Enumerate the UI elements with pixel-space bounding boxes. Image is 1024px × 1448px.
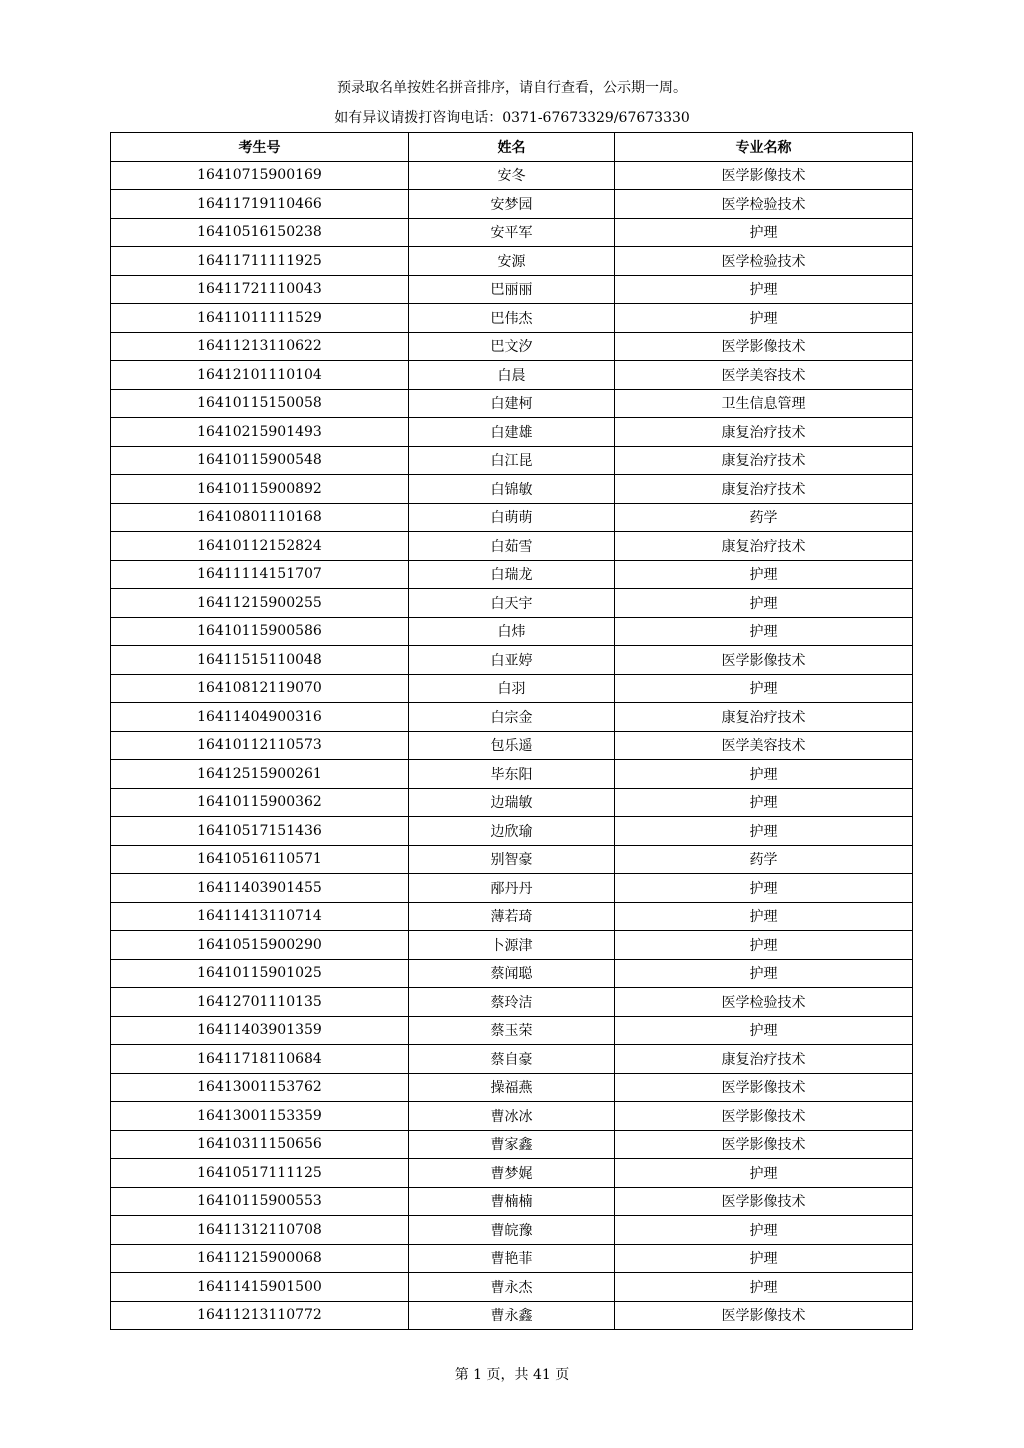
table-row <box>111 1273 913 1302</box>
header-major: 专业名称 <box>615 133 913 162</box>
cell-name: 白建柯 <box>409 389 615 418</box>
cell-name: 白江昆 <box>409 446 615 475</box>
notice-line-1: 预录取名单按姓名拼音排序，请自行查看，公示期一周。 <box>337 80 687 96</box>
cell-exam-number: 16411213110772 <box>111 1301 409 1330</box>
table-row <box>111 190 913 219</box>
cell-exam-number: 16411404900316 <box>111 703 409 732</box>
table-row <box>111 532 913 561</box>
cell-name: 蔡玲洁 <box>409 988 615 1017</box>
cell-major: 康复治疗技术 <box>615 475 913 504</box>
cell-name: 曹家鑫 <box>409 1130 615 1159</box>
admission-table <box>110 132 913 1330</box>
cell-major: 医学检验技术 <box>615 247 913 276</box>
table-row <box>111 1187 913 1216</box>
cell-major: 护理 <box>615 760 913 789</box>
table-row <box>111 902 913 931</box>
cell-name: 安梦园 <box>409 190 615 219</box>
cell-major: 康复治疗技术 <box>615 532 913 561</box>
cell-major: 护理 <box>615 1016 913 1045</box>
cell-major: 护理 <box>615 817 913 846</box>
table-body <box>111 161 913 1330</box>
table-row <box>111 788 913 817</box>
table-row <box>111 503 913 532</box>
cell-exam-number: 16410715900169 <box>111 161 409 190</box>
cell-name: 别智豪 <box>409 845 615 874</box>
cell-name: 包乐遥 <box>409 731 615 760</box>
cell-major: 医学影像技术 <box>615 1073 913 1102</box>
cell-exam-number: 16410516150238 <box>111 218 409 247</box>
cell-major: 医学影像技术 <box>615 161 913 190</box>
cell-exam-number: 16410311150656 <box>111 1130 409 1159</box>
cell-name: 白茹雪 <box>409 532 615 561</box>
cell-name: 边欣瑜 <box>409 817 615 846</box>
cell-major: 医学影像技术 <box>615 1102 913 1131</box>
cell-major: 医学影像技术 <box>615 332 913 361</box>
cell-major: 医学检验技术 <box>615 988 913 1017</box>
cell-major: 护理 <box>615 218 913 247</box>
cell-major: 医学影像技术 <box>615 646 913 675</box>
cell-name: 白晨 <box>409 361 615 390</box>
cell-name: 白亚婷 <box>409 646 615 675</box>
cell-name: 白天宇 <box>409 589 615 618</box>
table-header-row <box>111 133 913 162</box>
cell-name: 曹梦娓 <box>409 1159 615 1188</box>
header-exam-number: 考生号 <box>111 133 409 162</box>
cell-exam-number: 16410517151436 <box>111 817 409 846</box>
table-row <box>111 874 913 903</box>
table-row <box>111 931 913 960</box>
cell-exam-number: 16410515900290 <box>111 931 409 960</box>
cell-major: 护理 <box>615 931 913 960</box>
page-footer: 第 1 页，共 41 页 <box>454 1367 570 1383</box>
table-row <box>111 1159 913 1188</box>
cell-exam-number: 16411114151707 <box>111 560 409 589</box>
table-row <box>111 1045 913 1074</box>
cell-major: 护理 <box>615 674 913 703</box>
cell-name: 曹永鑫 <box>409 1301 615 1330</box>
cell-name: 巴伟杰 <box>409 304 615 333</box>
cell-name: 曹艳菲 <box>409 1244 615 1273</box>
cell-exam-number: 16411719110466 <box>111 190 409 219</box>
cell-name: 蔡玉荣 <box>409 1016 615 1045</box>
cell-exam-number: 16410112110573 <box>111 731 409 760</box>
cell-major: 护理 <box>615 589 913 618</box>
cell-major: 医学美容技术 <box>615 731 913 760</box>
cell-exam-number: 16410516110571 <box>111 845 409 874</box>
cell-major: 卫生信息管理 <box>615 389 913 418</box>
table-row <box>111 674 913 703</box>
table-row <box>111 161 913 190</box>
table-row <box>111 988 913 1017</box>
cell-exam-number: 16411721110043 <box>111 275 409 304</box>
cell-exam-number: 16410215901493 <box>111 418 409 447</box>
cell-name: 边瑞敏 <box>409 788 615 817</box>
cell-exam-number: 16411415901500 <box>111 1273 409 1302</box>
cell-name: 白炜 <box>409 617 615 646</box>
cell-major: 医学美容技术 <box>615 361 913 390</box>
table-row <box>111 589 913 618</box>
notice-line-2: 如有异议请拨打咨询电话：0371-67673329/67673330 <box>334 110 690 126</box>
cell-major: 护理 <box>615 1244 913 1273</box>
cell-name: 曹楠楠 <box>409 1187 615 1216</box>
cell-exam-number: 16410801110168 <box>111 503 409 532</box>
cell-exam-number: 16411718110684 <box>111 1045 409 1074</box>
cell-name: 安源 <box>409 247 615 276</box>
cell-exam-number: 16411403901359 <box>111 1016 409 1045</box>
cell-major: 护理 <box>615 959 913 988</box>
cell-major: 药学 <box>615 503 913 532</box>
table-row <box>111 845 913 874</box>
header-name: 姓名 <box>409 133 615 162</box>
cell-exam-number: 16410115900553 <box>111 1187 409 1216</box>
cell-exam-number: 16411215900255 <box>111 589 409 618</box>
table-row <box>111 703 913 732</box>
cell-major: 护理 <box>615 617 913 646</box>
table-row <box>111 418 913 447</box>
cell-exam-number: 16412515900261 <box>111 760 409 789</box>
cell-name: 蔡闻聪 <box>409 959 615 988</box>
table-row <box>111 332 913 361</box>
table-row <box>111 1102 913 1131</box>
cell-major: 医学检验技术 <box>615 190 913 219</box>
cell-name: 安平军 <box>409 218 615 247</box>
cell-name: 曹皖豫 <box>409 1216 615 1245</box>
cell-name: 卜源津 <box>409 931 615 960</box>
cell-name: 蔡自豪 <box>409 1045 615 1074</box>
cell-major: 护理 <box>615 304 913 333</box>
table-row <box>111 1301 913 1330</box>
table-row <box>111 475 913 504</box>
cell-name: 白锦敏 <box>409 475 615 504</box>
cell-exam-number: 16411213110622 <box>111 332 409 361</box>
cell-exam-number: 16410115900586 <box>111 617 409 646</box>
cell-name: 薄若琦 <box>409 902 615 931</box>
cell-exam-number: 16411011111529 <box>111 304 409 333</box>
cell-exam-number: 16410115150058 <box>111 389 409 418</box>
cell-exam-number: 16411413110714 <box>111 902 409 931</box>
cell-name: 白建雄 <box>409 418 615 447</box>
cell-name: 毕东阳 <box>409 760 615 789</box>
table-row <box>111 1130 913 1159</box>
cell-major: 康复治疗技术 <box>615 418 913 447</box>
cell-exam-number: 16412101110104 <box>111 361 409 390</box>
cell-exam-number: 16410115901025 <box>111 959 409 988</box>
cell-name: 安冬 <box>409 161 615 190</box>
cell-name: 白瑞龙 <box>409 560 615 589</box>
table-row <box>111 646 913 675</box>
table-row <box>111 760 913 789</box>
cell-major: 护理 <box>615 1159 913 1188</box>
table-row <box>111 731 913 760</box>
cell-name: 巴丽丽 <box>409 275 615 304</box>
cell-major: 康复治疗技术 <box>615 703 913 732</box>
table-row <box>111 247 913 276</box>
cell-major: 护理 <box>615 1273 913 1302</box>
cell-major: 医学影像技术 <box>615 1187 913 1216</box>
cell-name: 邴丹丹 <box>409 874 615 903</box>
cell-major: 康复治疗技术 <box>615 446 913 475</box>
cell-major: 护理 <box>615 1216 913 1245</box>
table-row <box>111 617 913 646</box>
table-row <box>111 1216 913 1245</box>
table-row <box>111 560 913 589</box>
table-row <box>111 1016 913 1045</box>
cell-name: 白宗金 <box>409 703 615 732</box>
table-row <box>111 218 913 247</box>
cell-major: 医学影像技术 <box>615 1301 913 1330</box>
table-row <box>111 304 913 333</box>
cell-exam-number: 16410115900892 <box>111 475 409 504</box>
cell-major: 药学 <box>615 845 913 874</box>
cell-exam-number: 16413001153762 <box>111 1073 409 1102</box>
cell-name: 白萌萌 <box>409 503 615 532</box>
cell-exam-number: 16410812119070 <box>111 674 409 703</box>
cell-name: 巴文汐 <box>409 332 615 361</box>
table-row <box>111 1073 913 1102</box>
cell-exam-number: 16410517111125 <box>111 1159 409 1188</box>
cell-name: 操福燕 <box>409 1073 615 1102</box>
cell-exam-number: 16411312110708 <box>111 1216 409 1245</box>
table-row <box>111 1244 913 1273</box>
cell-major: 护理 <box>615 788 913 817</box>
table-row <box>111 959 913 988</box>
cell-exam-number: 16412701110135 <box>111 988 409 1017</box>
cell-exam-number: 16410115900362 <box>111 788 409 817</box>
cell-name: 曹冰冰 <box>409 1102 615 1131</box>
table-row <box>111 275 913 304</box>
cell-exam-number: 16413001153359 <box>111 1102 409 1131</box>
cell-exam-number: 16410115900548 <box>111 446 409 475</box>
cell-exam-number: 16410112152824 <box>111 532 409 561</box>
cell-exam-number: 16411403901455 <box>111 874 409 903</box>
cell-major: 护理 <box>615 560 913 589</box>
cell-major: 医学影像技术 <box>615 1130 913 1159</box>
cell-name: 白羽 <box>409 674 615 703</box>
cell-name: 曹永杰 <box>409 1273 615 1302</box>
table-row <box>111 389 913 418</box>
cell-exam-number: 16411215900068 <box>111 1244 409 1273</box>
table-row <box>111 361 913 390</box>
cell-major: 护理 <box>615 874 913 903</box>
table-row <box>111 446 913 475</box>
cell-major: 康复治疗技术 <box>615 1045 913 1074</box>
cell-exam-number: 16411711111925 <box>111 247 409 276</box>
cell-exam-number: 16411515110048 <box>111 646 409 675</box>
table-row <box>111 817 913 846</box>
cell-major: 护理 <box>615 275 913 304</box>
cell-major: 护理 <box>615 902 913 931</box>
